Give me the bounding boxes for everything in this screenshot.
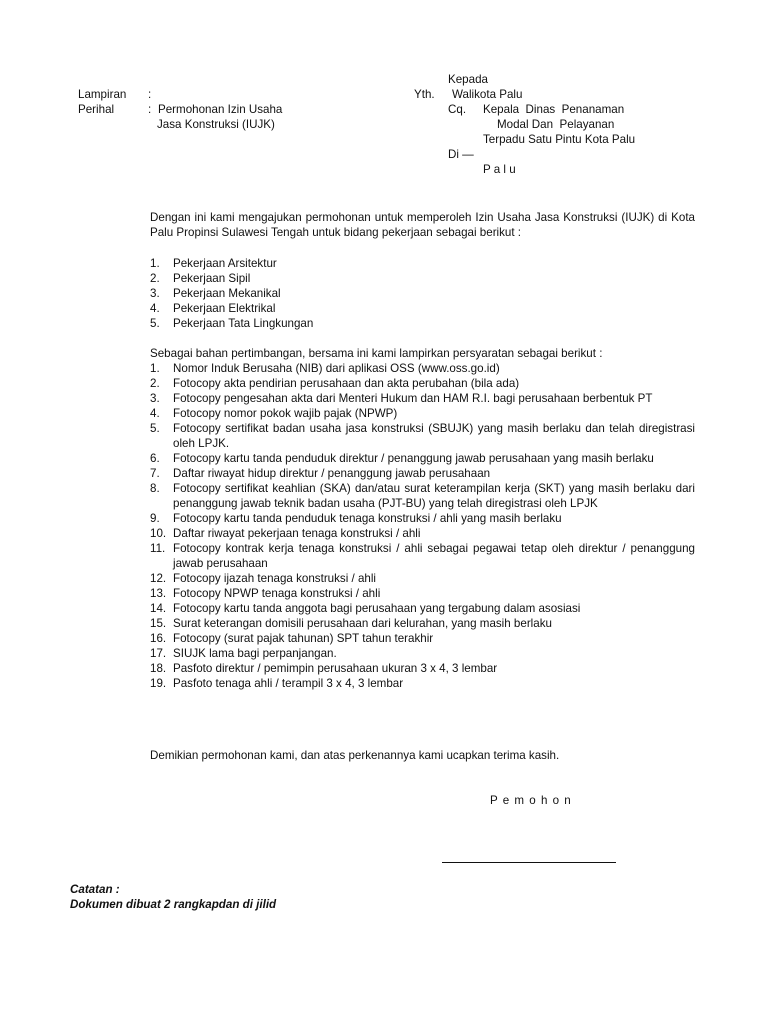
req-item-number: 19.	[150, 677, 167, 690]
work-item-number: 2.	[150, 272, 160, 285]
req-item	[150, 676, 695, 691]
req-item-number: 1.	[150, 362, 160, 375]
req-item-text: Daftar riwayat pekerjaan tenaga konstruksi / ahli	[173, 527, 421, 540]
work-item-number: 5.	[150, 317, 160, 330]
req-item-text: SIUJK lama bagi perpanjangan.	[173, 647, 337, 660]
req-item-text: Fotocopy pengesahan akta dari Menteri Hukum dan HAM R.I. bagi perusahaan berbentuk PT	[173, 392, 653, 405]
req-item-text: Nomor Induk Berusaha (NIB) dari aplikasi OSS (www.oss.go.id)	[173, 362, 500, 375]
req-item	[150, 421, 695, 451]
work-item	[150, 256, 695, 271]
work-item-text: Pekerjaan Tata Lingkungan	[173, 317, 314, 330]
req-item-number: 6.	[150, 452, 160, 465]
req-item-number: 14.	[150, 602, 167, 615]
req-item	[150, 376, 695, 391]
req-item-text: Fotocopy akta pendirian perusahaan dan akta perubahan (bila ada)	[173, 377, 520, 390]
req-item	[150, 481, 695, 511]
req-item-number: 10.	[150, 527, 167, 540]
work-item-number: 1.	[150, 257, 160, 270]
perihal-colon: :	[148, 103, 152, 116]
work-list-block	[150, 256, 695, 331]
work-item-text: Pekerjaan Arsitektur	[173, 257, 277, 270]
req-item	[150, 541, 695, 571]
req-item-number: 13.	[150, 587, 167, 600]
req-item-text: Pasfoto tenaga ahli / terampil 3 x 4, 3 lembar	[173, 677, 404, 690]
req-item-number: 9.	[150, 512, 160, 525]
work-item-number: 4.	[150, 302, 160, 315]
intro-paragraph: Dengan ini kami mengajukan permohonan untuk memperoleh Izin Usaha Jasa Konstruksi (IUJK) di Kota Palu Propinsi Sulawesi Tengah untuk bidang pekerjaan sebagai berikut :	[150, 211, 695, 239]
req-item-text: Fotocopy sertifikat badan usaha jasa konstruksi (SBUJK) yang masih berlaku dan telah diregistrasi oleh LPJK.	[173, 422, 695, 450]
req-item-number: 17.	[150, 647, 167, 660]
req-item	[150, 526, 695, 541]
perihal-line1: Permohonan Izin Usaha	[158, 103, 283, 116]
req-item-number: 11.	[150, 542, 166, 555]
req-item-number: 12.	[150, 572, 167, 585]
req-item-number: 4.	[150, 407, 160, 420]
dinas-line3: Terpadu Satu Pintu Kota Palu	[483, 133, 636, 146]
signature-label: P e m o h o n	[490, 794, 572, 807]
work-item	[150, 286, 695, 301]
req-item	[150, 391, 695, 406]
lampiran-row	[78, 87, 151, 102]
req-item-text: Fotocopy kartu tanda penduduk tenaga konstruksi / ahli yang masih berlaku	[173, 512, 562, 525]
req-item-number: 5.	[150, 422, 160, 435]
req-item	[150, 406, 695, 421]
req-item-text: Fotocopy ijazah tenaga konstruksi / ahli	[173, 572, 377, 585]
dinas-line1: Kepala Dinas Penanaman	[483, 103, 625, 116]
req-item-text: Fotocopy kartu tanda penduduk direktur / penanggung jawab perusahaan yang masih berlaku	[173, 452, 654, 465]
req-item-number: 2.	[150, 377, 160, 390]
req-item-text: Fotocopy sertifikat keahlian (SKA) dan/atau surat keterampilan kerja (SKT) yang masih berlaku dari penanggung jawab teknik badan usaha (PJT-BU) yang telah diregistrasi oleh LPJK	[173, 482, 695, 510]
req-item	[150, 361, 695, 376]
req-item	[150, 616, 695, 631]
signature-line	[442, 862, 616, 863]
req-item-text: Fotocopy kartu tanda anggota bagi perusahaan yang tergabung dalam asosiasi	[173, 602, 581, 615]
req-item	[150, 661, 695, 676]
kota-text: P a l u	[483, 163, 516, 176]
work-item	[150, 316, 695, 331]
req-item	[150, 451, 695, 466]
req-item-number: 18.	[150, 662, 167, 675]
note-text: Dokumen dibuat 2 rangkapdan di jilid	[70, 898, 277, 911]
cq-text: Cq.	[448, 103, 467, 116]
closing-text: Demikian permohonan kami, dan atas perkenannya kami ucapkan terima kasih.	[150, 749, 560, 762]
dinas-line2: Modal Dan Pelayanan	[497, 118, 615, 131]
perihal-label: Perihal	[78, 103, 115, 116]
work-item-number: 3.	[150, 287, 160, 300]
req-item	[150, 631, 695, 646]
req-item	[150, 511, 695, 526]
work-item	[150, 271, 695, 286]
requirements-block	[150, 346, 695, 691]
work-item-text: Pekerjaan Sipil	[173, 272, 251, 285]
req-item-number: 7.	[150, 467, 160, 480]
req-item	[150, 601, 695, 616]
perihal-row	[78, 102, 151, 117]
req-item-text: Pasfoto direktur / pemimpin perusahaan ukuran 3 x 4, 3 lembar	[173, 662, 498, 675]
lampiran-colon: :	[148, 88, 152, 101]
req-item-number: 3.	[150, 392, 160, 405]
req-item-text: Fotocopy (surat pajak tahunan) SPT tahun terakhir	[173, 632, 434, 645]
req-item-text: Fotocopy kontrak kerja tenaga konstruksi / ahli sebagai pegawai tetap oleh direktur / penanggung jawab perusahaan	[173, 542, 695, 570]
kepada-text: Kepada	[448, 73, 488, 86]
req-item	[150, 586, 695, 601]
perihal-line2: Jasa Konstruksi (IUJK)	[157, 118, 275, 131]
requirements-intro: Sebagai bahan pertimbangan, bersama ini kami lampirkan persyaratan sebagai berikut :	[150, 347, 603, 360]
walikota-text: Walikota Palu	[452, 88, 523, 101]
req-item	[150, 571, 695, 586]
req-item-number: 8.	[150, 482, 160, 495]
requirements-list	[150, 361, 695, 691]
di-text: Di —	[448, 148, 474, 161]
req-item	[150, 466, 695, 481]
work-item	[150, 301, 695, 316]
req-item-text: Daftar riwayat hidup direktur / penanggung jawab perusahaan	[173, 467, 491, 480]
yth-text: Yth.	[414, 88, 435, 101]
work-item-text: Pekerjaan Elektrikal	[173, 302, 276, 315]
req-item	[150, 646, 695, 661]
req-item-number: 15.	[150, 617, 167, 630]
lampiran-label: Lampiran	[78, 88, 127, 101]
intro-block	[150, 210, 695, 240]
work-list	[150, 256, 695, 331]
req-item-text: Fotocopy nomor pokok wajib pajak (NPWP)	[173, 407, 398, 420]
req-item-number: 16.	[150, 632, 167, 645]
note-title: Catatan :	[70, 883, 120, 896]
req-item-text: Surat keterangan domisili perusahaan dari kelurahan, yang masih berlaku	[173, 617, 552, 630]
work-item-text: Pekerjaan Mekanikal	[173, 287, 281, 300]
req-item-text: Fotocopy NPWP tenaga konstruksi / ahli	[173, 587, 381, 600]
